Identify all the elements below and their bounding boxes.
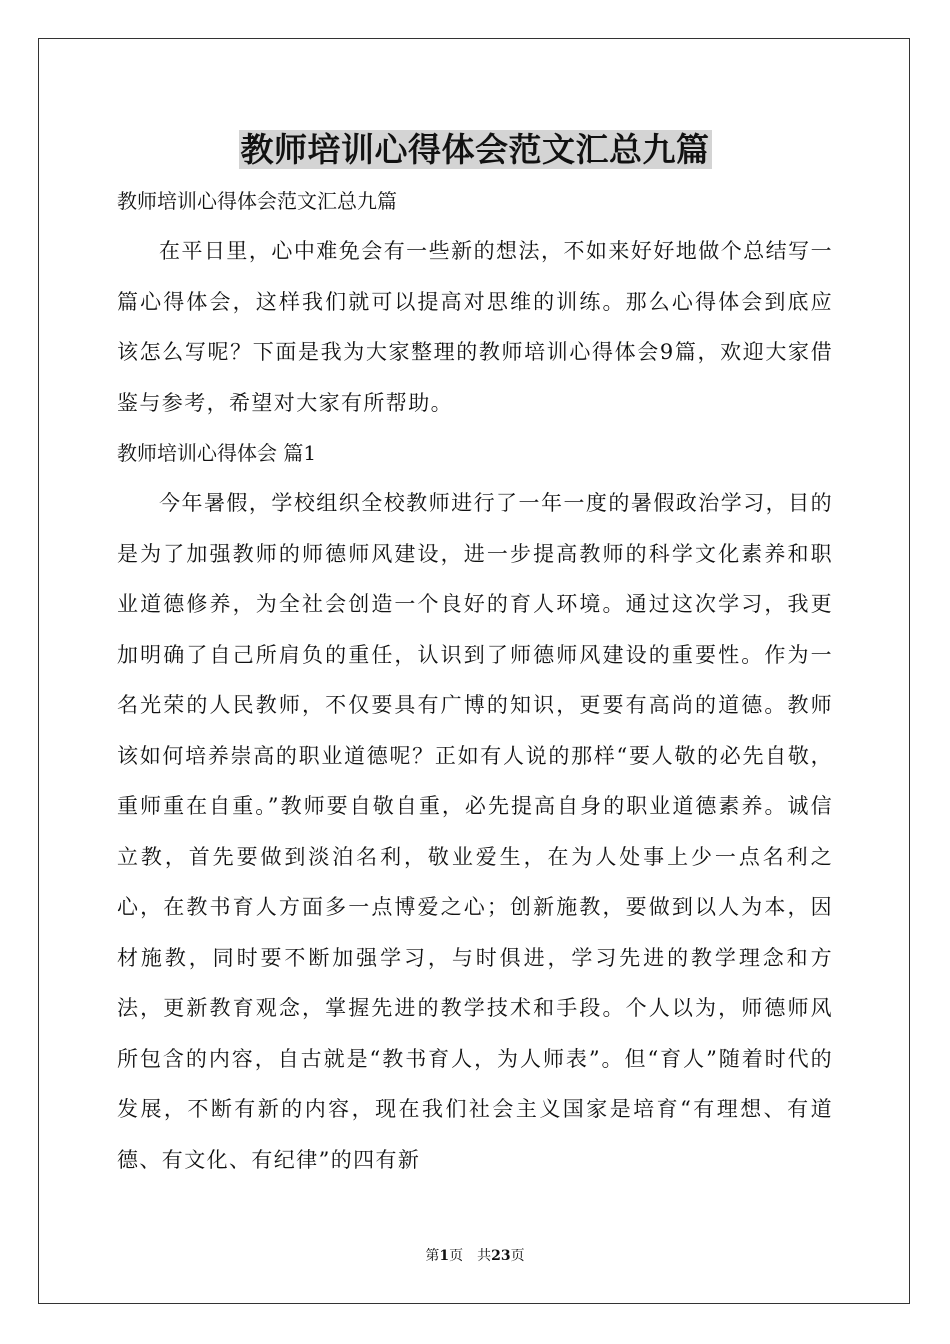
document-title-text: 教师培训心得体会范文汇总九篇: [240, 130, 710, 169]
page-footer: [0, 1246, 950, 1266]
page-suffix: 页: [449, 1248, 464, 1264]
page-prefix: 第: [425, 1248, 440, 1264]
total-prefix: 共: [477, 1248, 492, 1264]
page-total: 23: [491, 1248, 511, 1264]
total-suffix: 页: [510, 1248, 525, 1264]
intro-paragraph: 在平日里，心中难免会有一些新的想法，不如来好好地做个总结写一篇心得体会，这样我们就可以提高对思维的训练。那么心得体会到底应该怎么写呢？下面是我为大家整理的教师培训心得体会9篇，欢迎大家借鉴与参考，希望对大家有所帮助。: [117, 239, 833, 415]
document-body: [117, 176, 833, 1185]
document-title: [0, 124, 950, 176]
page-current: 1: [439, 1248, 450, 1264]
section-heading: 教师培训心得体会 篇1: [117, 441, 317, 465]
section-paragraph: 今年暑假，学校组织全校教师进行了一年一度的暑假政治学习，目的是为了加强教师的师德师风建设，进一步提高教师的科学文化素养和职业道德修养，为全社会创造一个良好的育人环境。通过这次学习，我更加明确了自己所肩负的重任，认识到了师德师风建设的重要性。作为一名光荣的人民教师，不仅要具有广博的知识，更要有高尚的道德。教师该如何培养崇高的职业道德呢？正如有人说的那样“要人敬的必先自敬，重师重在自重。”教师要自敬自重，必先提高自身的职业道德素养。诚信立教，首先要做到淡泊名利，敬业爱生，在为人处事上少一点名利之心，在教书育人方面多一点博爱之心；创新施教，要做到以人为本，因材施教，同时要不断加强学习，与时俱进，学习先进的教学理念和方法，更新教育观念，掌握先进的教学技术和手段。个人以为，师德师风所包含的内容，自古就是“教书育人，为人师表”。但“育人”随着时代的发展，不断有新的内容，现在我们社会主义国家是培育“有理想、有道德、有文化、有纪律”的四有新: [117, 491, 833, 1172]
document-subtitle: 教师培训心得体会范文汇总九篇: [117, 189, 397, 213]
